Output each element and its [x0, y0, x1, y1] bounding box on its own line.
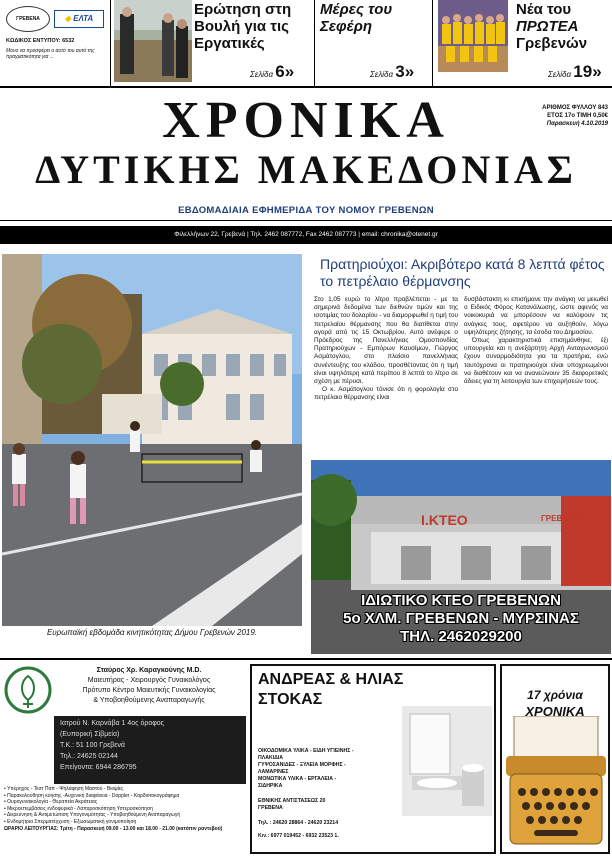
doctor-services-list	[4, 786, 244, 832]
medical-emblem-icon	[4, 666, 52, 714]
main-photo-caption: Ευρωπαϊκή εβδομάδα κινητικότητας Δήμου Γρεβενών 2019.	[46, 628, 258, 637]
stokas-address	[258, 798, 398, 812]
list-item-text: Υπέρηχος - Τέστ Παπ - Ψηλάφηση Μαστού - Βιοψίες	[7, 786, 124, 792]
article-headline[interactable]: Πρατηριούχοι: Ακριβότερο κατά 8 λεπτά φέτος το πετρέλαιο θέρμανσης	[320, 256, 605, 289]
list-item: • Ουρογυναικολογία - Θεραπεία Ακράτειας	[4, 799, 98, 806]
doctor-specialty: Μαιευτήρας - Χειρουργός Γυναικολόγος	[87, 677, 211, 684]
issue-year-price: ΕΤΟΣ 17ο ΤΙΜΗ 0,50€	[547, 113, 608, 119]
article-paragraph: Ο κ. Ασμάτογλου τόνισε ότι η φορολογία στο πετρέλαιο θέρμανσης είναι	[314, 386, 458, 402]
teaser-page-ref-1[interactable]	[250, 62, 294, 82]
doctor-address-2: (Ευπορική Σίβμεία)	[60, 731, 120, 738]
doctor-mobile: Επείγοντα: 6944 286795	[60, 764, 137, 771]
doctor-center-2: & Υποβοηθούμενης Αναπαραγωγής	[93, 697, 205, 704]
teaser-title-3-line1: Νέα του	[516, 1, 572, 18]
stokas-title-1: ΑΝΔΡΕΑΣ & ΗΛΙΑΣ	[258, 671, 404, 688]
teaser-title-1[interactable]: Ερώτηση στη Βουλή για τις Εργατικές	[194, 1, 292, 52]
issue-number: ΑΡΙΘΜΟΣ ΦΥΛΛΟΥ 843	[542, 105, 608, 111]
stokas-street: ΕΘΝΙΚΗΣ ΑΝΤΙΣΤΑΣΕΩΣ 20	[258, 798, 326, 804]
kteo-line-2: 5ο ΧΛΜ. ΓΡΕΒΕΝΩΝ - ΜΥΡΣΙΝΑΣ	[343, 610, 579, 627]
divider	[314, 0, 315, 88]
page-label: Σελίδα	[370, 70, 394, 79]
doctor-header	[54, 666, 244, 706]
doctor-contact-box	[54, 716, 246, 784]
doctor-hours: ΩΡΑΡΙΟ ΛΕΙΤΟΥΡΓΙΑΣ: Τρίτη - Παρασκευή 09.00 - 13.00 και 18.00 - 21.00 (κατόπιν ραντεβού)	[4, 825, 223, 832]
teaser-title-3-line3: Γρεβενών	[516, 35, 588, 52]
kteo-line-3: ΤΗΛ. 2462029200	[400, 628, 522, 645]
article-column-2	[464, 296, 608, 386]
postal-logo-block	[4, 4, 108, 80]
kteo-advertisement[interactable]	[311, 460, 611, 654]
list-item: • Υπέρηχος - Τέστ Παπ - Ψηλάφηση Μαστού - Βιοψίες	[4, 786, 124, 792]
list-item: ΛΑΜΑΡΙΝΕΣ	[258, 769, 289, 775]
stokas-phone: Τηλ. : 24620 28864 - 24620 23214	[258, 820, 339, 826]
list-item: ΣΙΔΗΡΙΚΑ	[258, 783, 283, 789]
newspaper-tagline: ΕΒΔΟΜΑΔΙΑΙΑ ΕΦΗΜΕΡΙΔΑ ΤΟΥ ΝΟΜΟΥ ΓΡΕΒΕΝΩΝ	[178, 205, 434, 216]
elta-logo	[54, 10, 104, 28]
list-item: • Ενδομήτρια Σπερματέγχυση - Εξωσωματική γονιμοποίηση	[4, 818, 137, 825]
teaser-title-2[interactable]: Μέρες του Σεφέρη	[320, 1, 393, 35]
bathroom-photo	[402, 706, 492, 816]
page-number: 6»	[275, 62, 295, 81]
teaser-photo-3-art	[438, 0, 508, 72]
permit-code: ΚΩΔΙΚΟΣ ΕΝΤΥΠΟΥ: 6532	[6, 38, 75, 44]
page-label: Σελίδα	[548, 70, 572, 79]
divider	[110, 0, 111, 88]
list-item: • Παρακολούθηση κύησης -Αυχενική διαφάνεια - Doppler - Καρδιοτοκογράφημα	[4, 792, 180, 799]
article-paragraph: Όπως χαρακτηριστικά επισημάνθηκε, έξι υπουργεία και η ανεξάρτητη Αρχή Ανταγωνισμού έχουν συναρμοδιότητα για τα πρατήρια, ενώ ταυτόχρονα οι πρατηριούχοι είναι υποχρεωμένοι να διαθέτουν και να ανανεώνουν 35 διαφορετικές άδειες για τη λειτουργία των επιχειρήσεών τους.	[464, 337, 608, 386]
teaser-photo-1-art	[114, 0, 192, 82]
list-item-text: Ενδομήτρια Σπερματέγχυση - Εξωσωματική γονιμοποίηση	[7, 818, 137, 825]
kteo-sign: Ι.ΚΤΕΟ	[421, 512, 468, 528]
postal-stamp: ΓΡΕΒΕΝΑ	[6, 6, 50, 32]
elta-mark-icon: ◆	[64, 14, 71, 23]
list-item: • Διερεύνηση & Αντιμετώπιση Υπογονιμότητας - Υποβοηθούμενη Αναπαραγωγή	[4, 812, 181, 819]
list-item: ΟΙΚΟΔΟΜΙΚΑ ΥΛΙΚΑ - ΕΙΔΗ ΥΓΙΕΙΝΗΣ -	[258, 748, 354, 754]
postal-note: Μόνο να προσφέρει ο αυτό του αυτό της πραγματικότητα για ...	[6, 48, 95, 60]
stokas-title-2: ΣΤΟΚΑΣ	[258, 691, 323, 708]
list-item-text: Διερεύνηση & Αντιμετώπιση Υπογονιμότητας - Υποβοηθούμενη Αναπαραγωγή	[6, 812, 181, 819]
divider	[0, 220, 612, 221]
main-photo[interactable]	[2, 254, 302, 626]
divider	[0, 658, 612, 660]
stokas-contact	[258, 820, 494, 840]
list-item: ΓΥΨΟΣΑΝΙΔΕΣ - ΞΥΛΕΙΑ ΜΟΡΦΗΣ -	[258, 762, 346, 768]
kteo-line-1: ΙΔΙΩΤΙΚΟ ΚΤΕΟ ΓΡΕΒΕΝΩΝ	[361, 592, 561, 609]
kteo-sign-right: ΓΡΕΒΕΝΩΝ	[541, 514, 586, 523]
stokas-city: ΓΡΕΒΕΝΑ	[258, 805, 283, 811]
article-paragraph: δυσβάστακτη κι επισήμανε την ανάγκη να μειωθεί ο Ειδικός Φόρος Κατανάλωσης, ώστε αφενός να νοικοκυριά να μπορέσουν να καλύψουν τις ανάγκες τους, αφετέρου να αυξηθούν, λόγω υψηλότερης ζήτησης, τα έσοδα του Δημοσίου.	[464, 296, 608, 336]
typewriter-icon	[506, 716, 606, 850]
stokas-products	[258, 748, 398, 790]
teaser-title-3[interactable]	[516, 1, 610, 52]
page-label: Σελίδα	[250, 70, 274, 79]
list-item: ΠΛΑΚΙΔΙΑ	[258, 755, 284, 761]
list-item: • Μικροεπεμβάσεις ενδοφυρικά - Λαπαροσκόπηση Υστεροσκόπηση	[4, 805, 153, 812]
list-item: ΜΟΝΩΤΙΚΑ ΥΛΙΚΑ - ΕΡΓΑΛΕΙΑ -	[258, 776, 337, 782]
doctor-center: Πρότυπο Κέντρο Μαιευτικής Γυναικολογίας	[82, 687, 216, 694]
page-number: 19»	[573, 62, 602, 81]
doctor-name: Σταύρος Χρ. Καραγκούνης M.D.	[96, 667, 202, 674]
issue-date: Παρασκευή 4.10.2019	[546, 121, 608, 127]
doctor-city: Τ.Κ.: 51 100 Γρεβενά	[60, 742, 125, 749]
contact-bar: Φιλελλήνων 22, Γρεβενά | Τηλ. 2462 087772, Fax 2462 087773 | email: chronika@otenet.gr	[0, 226, 612, 244]
doctor-phone: Τηλ.: 24625 02144	[60, 753, 118, 760]
teaser-page-ref-2[interactable]	[370, 62, 414, 82]
article-paragraph: Στο 1,05 ευρώ το λίτρο προβλέπεται - με τα σημερινά δεδομένα των διεθνών τιμών και της ισοτιμίας του δολαρίου - να διαμορφωθεί η τιμή του πετρελαίου θέρμανσης που θα διατίθεται στην αγορά από τις 15 Οκτωβρίου. Αυτό ανέφερε ο Πρόεδρος της Πανελλήνιας Ομοσπονδίας Πρατηριούχων - Εμπόρων Καυσίμων, Γιώργος Ασμάτογλου, στο πλαίσιο πανελλήνιας συνέντευξης του κλάδου, προσθέτοντας ότι η τιμή είναι υψηλότερη κατά περίπου 8 λεπτά το λίτρο σε σχέση με πέρυσι.	[314, 296, 458, 386]
issue-info	[520, 104, 608, 128]
list-item-text: Ουρογυναικολογία - Θεραπεία Ακράτειας	[7, 799, 98, 806]
masthead-title: ΧΡΟΝΙΚΑ	[162, 92, 450, 149]
elta-label: ΕΛΤΑ	[73, 14, 94, 23]
list-item-text: Παρακολούθηση κύησης -Αυχενική διαφάνεια - Doppler - Καρδιοτοκογράφημα	[7, 792, 180, 799]
teaser-photo-team[interactable]	[438, 0, 508, 72]
stokas-advertisement[interactable]	[250, 664, 496, 854]
anniversary-box	[500, 664, 610, 854]
anniversary-years: 17 χρόνια	[527, 688, 583, 702]
doctor-address: Ιατρού Ν. Καρνάβα 1 4ος όροφος	[60, 720, 165, 727]
anniversary-name: ΧΡΟΝΙΚΑ	[525, 704, 585, 719]
stokas-mobile: Κιν.: 6977 019452 - 6932 23523 1.	[258, 833, 339, 839]
page-number: 3»	[395, 62, 415, 81]
teaser-title-3-emphasis: ΠΡΩΤΕΑ	[516, 18, 579, 35]
main-photo-art	[2, 254, 302, 626]
divider	[432, 0, 433, 88]
list-item-text: Μικροεπεμβάσεις ενδοφυρικά - Λαπαροσκόπηση Υστεροσκόπηση	[7, 805, 153, 812]
teaser-photo-parliament[interactable]	[114, 0, 192, 82]
article-column-1	[314, 296, 458, 403]
masthead-subtitle: ΔΥΤΙΚΗΣ ΜΑΚΕΔΟΝΙΑΣ	[35, 147, 577, 192]
teaser-page-ref-3[interactable]	[548, 62, 602, 82]
